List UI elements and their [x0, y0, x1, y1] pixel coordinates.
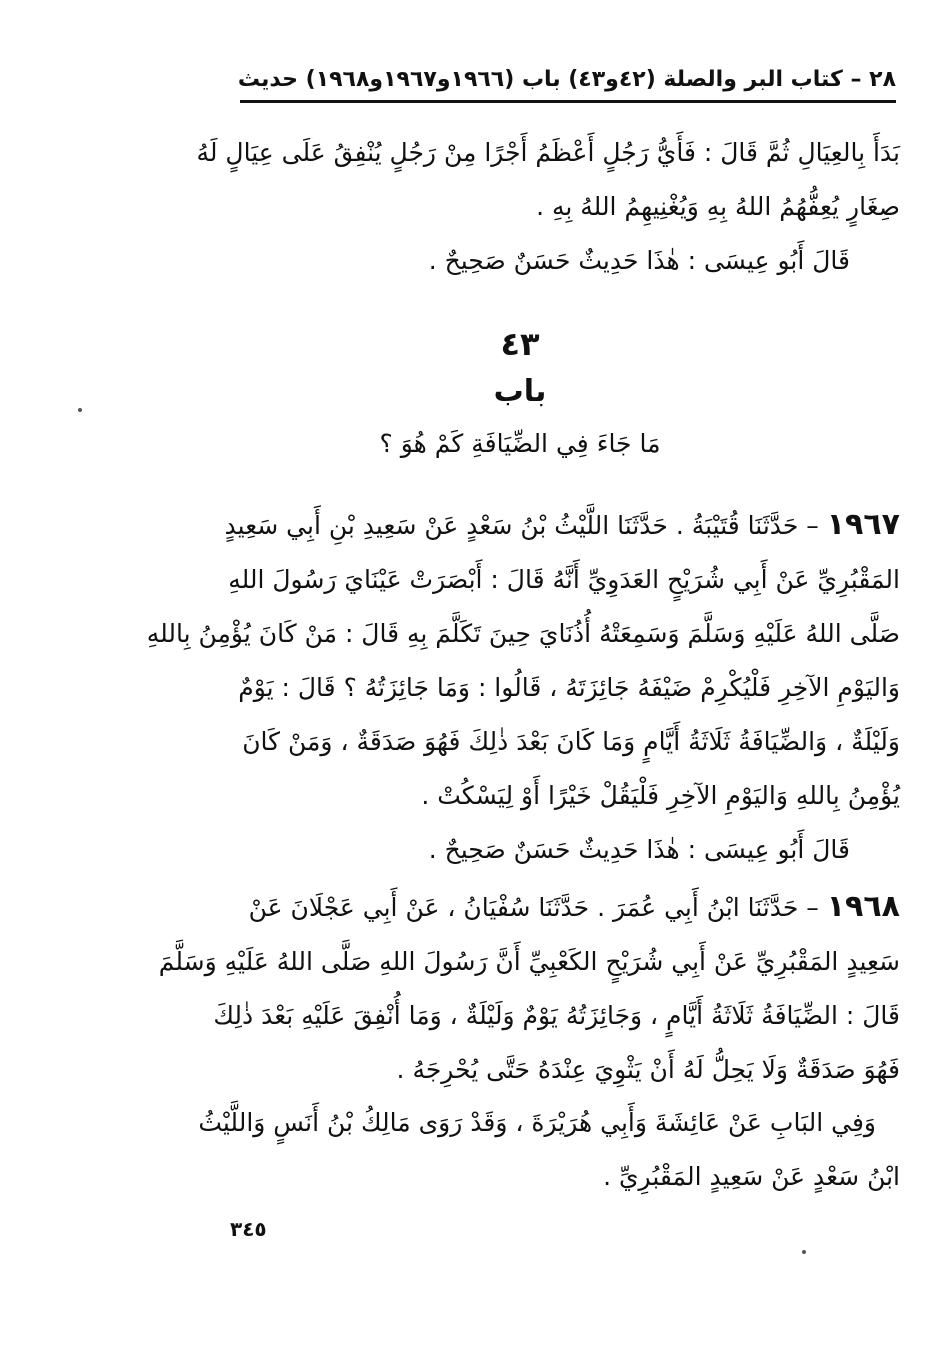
top-grading: قَالَ أَبُو عِيسَى : هٰذَا حَدِيثٌ حَسَنٌ صَحِيحٌ . — [428, 246, 850, 275]
hadith-text-line: – حَدَّثَنَا قُتَيْبَةُ . حَدَّثَنَا اللَّيْثُ بْنُ سَعْدٍ عَنْ سَعِيدِ بْنِ أَبِي سَعِيدٍ — [224, 511, 819, 540]
hadith-1968-first-line — [244, 880, 900, 935]
hadith-text-line: وَلَيْلَةٌ ، وَالضِّيَافَةُ ثَلَاثَةُ أَيَّامٍ وَمَا كَانَ بَعْدَ ذٰلِكَ فَهُوَ صَدَقَةٌ ، وَمَنْ كَانَ — [242, 727, 900, 756]
hadith-number: ١٩٦٧ — [826, 507, 900, 542]
hadith-text-line: المَقْبُرِيِّ عَنْ أَبِي شُرَيْحٍ العَدَوِيِّ أَنَّهُ قَالَ : أَبْصَرَتْ عَيْنَايَ رَسُولَ اللهِ — [228, 565, 900, 594]
hadith-text-line: صَلَّى اللهُ عَلَيْهِ وَسَلَّمَ وَسَمِعَتْهُ أُذُنَايَ حِينَ تَكَلَّمَ بِهِ قَالَ : مَنْ كَانَ يُؤْمِنُ بِاللهِ — [146, 619, 900, 648]
hadith-text-line: وَاليَوْمِ الآخِرِ فَلْيُكْرِمْ ضَيْفَهُ جَائِزَتَهُ ، قَالُوا : وَمَا جَائِزَتُهُ ؟ قَالَ : يَوْمٌ — [238, 673, 900, 702]
closing-note-line: ابْنُ سَعْدٍ عَنْ سَعِيدٍ المَقْبُرِيِّ . — [603, 1162, 900, 1191]
hadith-1968 — [158, 880, 900, 1097]
page-number: ٣٤٥ — [230, 1217, 267, 1241]
chapter-number: ٤٣ — [500, 325, 540, 363]
hadith-text-line: – حَدَّثَنَا ابْنُ أَبِي عُمَرَ . حَدَّثَنَا سُفْيَانُ ، عَنْ أَبِي عَجْلَانَ عَنْ — [248, 893, 819, 922]
hadith-text-line: يُؤْمِنُ بِاللهِ وَاليَوْمِ الآخِرِ فَلْيَقُلْ خَيْرًا أَوْ لِيَسْكُتْ . — [421, 781, 900, 810]
hadith-number: ١٩٦٨ — [826, 889, 900, 924]
closing-note — [198, 1096, 900, 1204]
hadith-text-line: فَهُوَ صَدَقَةٌ وَلَا يَحِلُّ لَهُ أَنْ يَثْوِيَ عِنْدَهُ حَتَّى يُحْرِجَهُ . — [396, 1055, 900, 1084]
closing-note-line: وَفِي البَابِ عَنْ عَائِشَةَ وَأَبِي هُرَيْرَةَ ، وَقَدْ رَوَى مَالِكُ بْنُ أَنَسٍ وَاللَّيْثُ — [198, 1108, 876, 1137]
running-head: ٢٨ – كتاب البر والصلة (٤٢و٤٣) باب (١٩٦٦و١٩٦٧و١٩٦٨) حديث — [237, 67, 896, 92]
hadith-text-line: سَعِيدٍ المَقْبُرِيِّ عَنْ أَبِي شُرَيْحٍ الكَعْبِيِّ أَنَّ رَسُولَ اللهِ صَلَّى اللهُ عَلَيْهِ وَسَلَّمَ — [158, 947, 900, 976]
chapter-label: باب — [493, 374, 547, 409]
hadith-text-line: قَالَ : الضِّيَافَةُ ثَلَاثَةُ أَيَّامٍ ، وَجَائِزَتُهُ يَوْمٌ وَلَيْلَةٌ ، وَمَا أُنْفِقَ عَلَيْهِ بَعْدَ ذٰلِكَ — [213, 1001, 900, 1030]
hadith-grading: قَالَ أَبُو عِيسَى : هٰذَا حَدِيثٌ حَسَنٌ صَحِيحٌ . — [428, 835, 850, 864]
header-rule — [240, 100, 896, 103]
top-passage-line: صِغَارٍ يُعِفُّهُمُ اللهُ بِهِ وَيُغْنِيهِمُ اللهُ بِهِ . — [536, 192, 900, 221]
top-passage — [196, 126, 900, 288]
hadith-1967-first-line — [224, 498, 900, 553]
print-speck — [78, 408, 82, 412]
print-speck — [802, 1250, 806, 1254]
chapter-title: مَا جَاءَ فِي الضِّيَافَةِ كَمْ هُوَ ؟ — [379, 429, 661, 458]
hadith-1967 — [146, 498, 900, 877]
top-passage-line: بَدَأَ بِالعِيَالِ ثُمَّ قَالَ : فَأَيُّ رَجُلٍ أَعْظَمُ أَجْرًا مِنْ رَجُلٍ يُنْفِقُ عَلَى عِيَالٍ لَهُ — [196, 138, 900, 167]
